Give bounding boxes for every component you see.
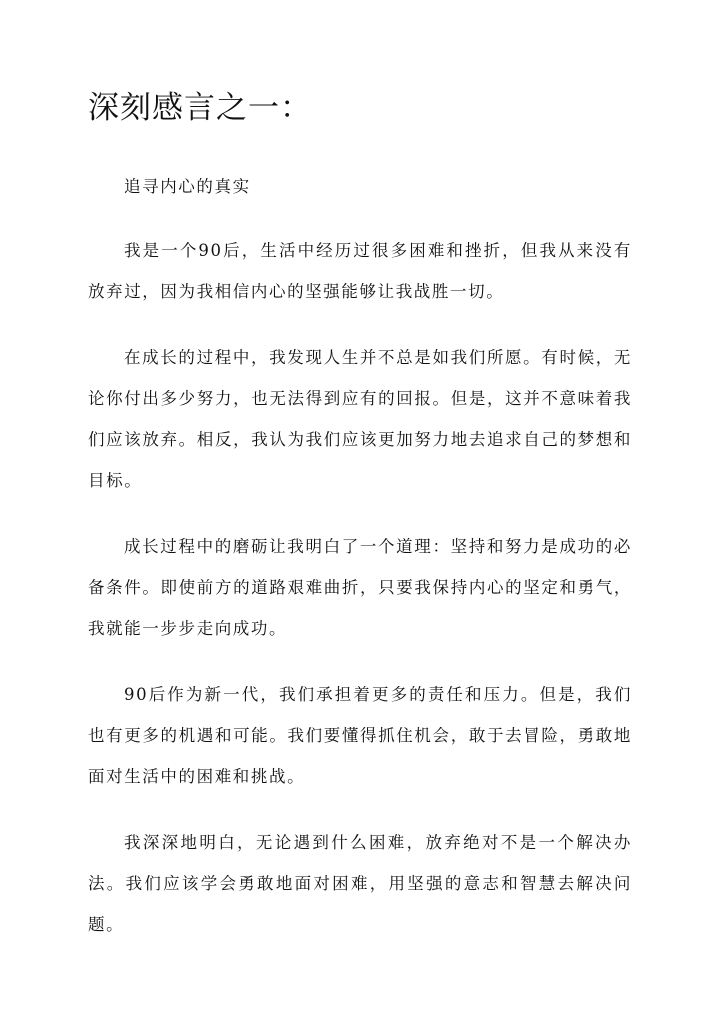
paragraph-1: 我是一个90后，生活中经历过很多困难和挫折，但我从来没有放弃过，因为我相信内心的坚强能够让我战胜一切。 — [88, 241, 632, 301]
document-title: 深刻感言之一： — [88, 90, 312, 126]
document-subtitle: 追寻内心的真实 — [124, 177, 251, 196]
paragraph-2: 在成长的过程中，我发现人生并不总是如我们所愿。有时候，无论你付出多少努力，也无法得到应有的回报。但是，这并不意味着我们应该放弃。相反，我认为我们应该更加努力地去追求自己的梦想和目标。 — [88, 348, 632, 490]
paragraph-4: 90后作为新一代，我们承担着更多的责任和压力。但是，我们也有更多的机遇和可能。我们要懂得抓住机会，敢于去冒险，勇敢地面对生活中的困难和挑战。 — [88, 685, 632, 786]
document-body — [88, 166, 632, 970]
paragraph-5: 我深深地明白，无论遇到什么困难，放弃绝对不是一个解决办法。我们应该学会勇敢地面对困难，用坚强的意志和智慧去解决问题。 — [88, 833, 632, 934]
paragraph-3: 成长过程中的磨砺让我明白了一个道理：坚持和努力是成功的必备条件。即使前方的道路艰难曲折，只要我保持内心的坚定和勇气，我就能一步步走向成功。 — [88, 537, 632, 638]
